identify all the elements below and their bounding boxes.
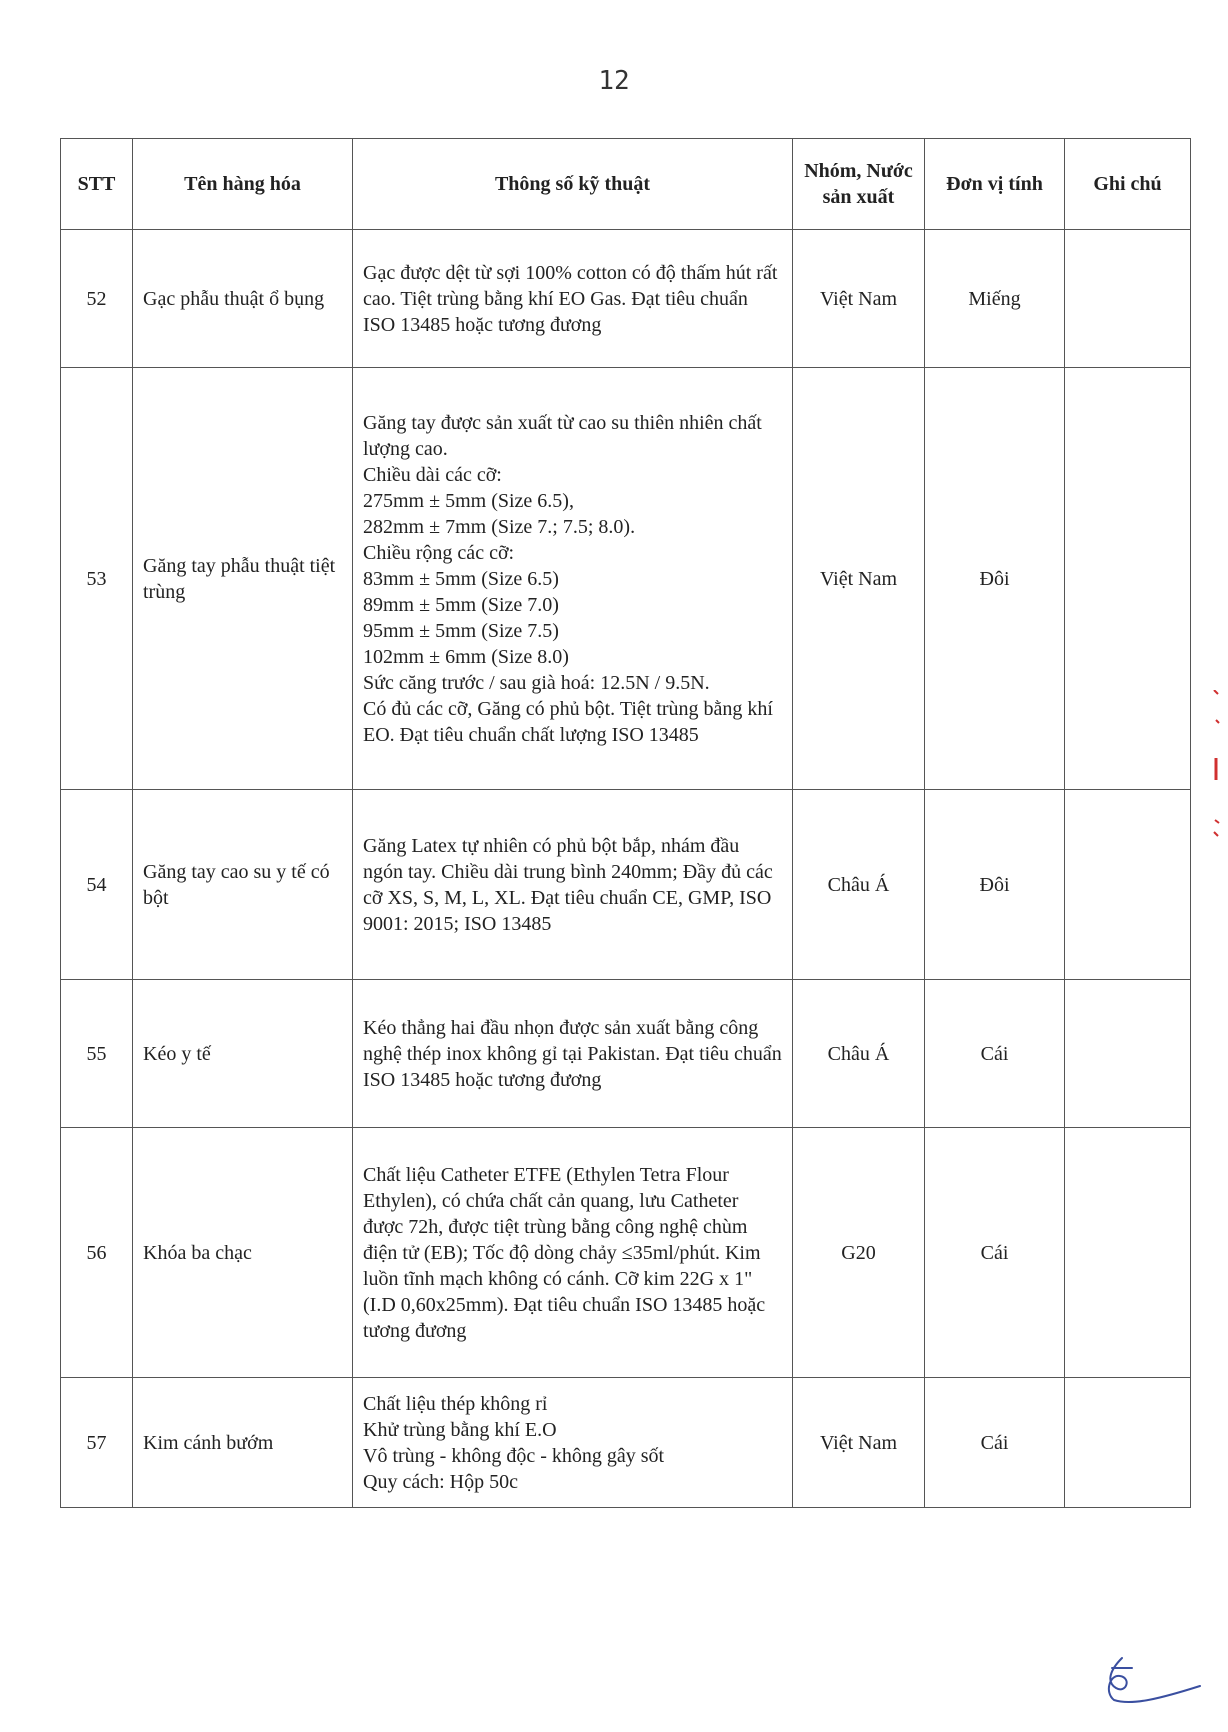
cell-origin: Châu Á [793, 790, 925, 980]
cell-spec: Găng Latex tự nhiên có phủ bột bắp, nhám đầu ngón tay. Chiều dài trung bình 240mm; Đầy đủ các cỡ XS, S, M, L, XL. Đạt tiêu chuẩn CE, GMP, ISO 9001: 2015; ISO 13485 [353, 790, 793, 980]
table-row [61, 1378, 1191, 1508]
table-row [61, 980, 1191, 1128]
cell-note [1065, 230, 1191, 368]
cell-note [1065, 368, 1191, 790]
cell-spec: Găng tay được sản xuất từ cao su thiên nhiên chất lượng cao. Chiều dài các cỡ: 275mm ± 5mm (Size 6.5), 282mm ± 7mm (Size 7.; 7.5; 8.0). Chiều rộng các cỡ: 83mm ± 5mm (Size 6.5) 89mm ± 5mm (Size 7.0) 95mm ± 5mm (Size 7.5) 102mm ± 6mm (Size 8.0) Sức căng trước / sau già hoá: 12.5N / 9.5N. Có đủ các cỡ, Găng có phủ bột. Tiệt trùng bằng khí EO. Đạt tiêu chuẩn chất lượng ISO 13485 [353, 368, 793, 790]
signature-mark [1092, 1648, 1202, 1708]
cell-origin: Việt Nam [793, 230, 925, 368]
header-origin: Nhóm, Nước sản xuất [793, 139, 925, 230]
header-name: Tên hàng hóa [133, 139, 353, 230]
cell-note [1065, 980, 1191, 1128]
cell-stt: 54 [61, 790, 133, 980]
header-spec: Thông số kỹ thuật [353, 139, 793, 230]
cell-stt: 55 [61, 980, 133, 1128]
cell-origin: G20 [793, 1128, 925, 1378]
cell-name: Gạc phẫu thuật ổ bụng [133, 230, 353, 368]
cell-origin: Việt Nam [793, 368, 925, 790]
cell-note [1065, 1128, 1191, 1378]
cell-name: Găng tay cao su y tế có bột [133, 790, 353, 980]
cell-name: Kéo y tế [133, 980, 353, 1128]
cell-unit: Đôi [925, 790, 1065, 980]
cell-name: Kim cánh bướm [133, 1378, 353, 1508]
cell-name: Găng tay phẫu thuật tiệt trùng [133, 368, 353, 790]
header-unit: Đơn vị tính [925, 139, 1065, 230]
cell-unit: Miếng [925, 230, 1065, 368]
cell-spec: Kéo thẳng hai đầu nhọn được sản xuất bằng công nghệ thép inox không gỉ tại Pakistan. Đạt tiêu chuẩn ISO 13485 hoặc tương đương [353, 980, 793, 1128]
cell-stt: 53 [61, 368, 133, 790]
cell-spec: Chất liệu thép không rỉ Khử trùng bằng khí E.O Vô trùng - không độc - không gây sốt Quy cách: Hộp 50c [353, 1378, 793, 1508]
cell-unit: Cái [925, 980, 1065, 1128]
cell-unit: Đôi [925, 368, 1065, 790]
cell-origin: Việt Nam [793, 1378, 925, 1508]
table-row [61, 230, 1191, 368]
page-number: 12 [598, 66, 630, 96]
cell-note [1065, 1378, 1191, 1508]
table-row [61, 1128, 1191, 1378]
cell-spec: Gạc được dệt từ sợi 100% cotton có độ thấm hút rất cao. Tiệt trùng bằng khí EO Gas. Đạt tiêu chuẩn ISO 13485 hoặc tương đương [353, 230, 793, 368]
cell-name: Khóa ba chạc [133, 1128, 353, 1378]
table-row [61, 790, 1191, 980]
goods-table [60, 138, 1191, 1508]
cell-unit: Cái [925, 1128, 1065, 1378]
cell-origin: Châu Á [793, 980, 925, 1128]
cell-stt: 57 [61, 1378, 133, 1508]
cell-spec: Chất liệu Catheter ETFE (Ethylen Tetra Flour Ethylen), có chứa chất cản quang, lưu Catheter được 72h, được tiệt trùng bằng công nghệ chùm điện tử (EB); Tốc độ dòng chảy ≤35ml/phút. Kim luồn tĩnh mạch không có cánh. Cỡ kim 22G x 1" (I.D 0,60x25mm). Đạt tiêu chuẩn ISO 13485 hoặc tương đương [353, 1128, 793, 1378]
header-stt: STT [61, 139, 133, 230]
header-note: Ghi chú [1065, 139, 1191, 230]
table-header-row [61, 139, 1191, 230]
cell-stt: 52 [61, 230, 133, 368]
cell-note [1065, 790, 1191, 980]
cell-unit: Cái [925, 1378, 1065, 1508]
table-row [61, 368, 1191, 790]
stamp-edge-marks [1206, 690, 1222, 840]
cell-stt: 56 [61, 1128, 133, 1378]
